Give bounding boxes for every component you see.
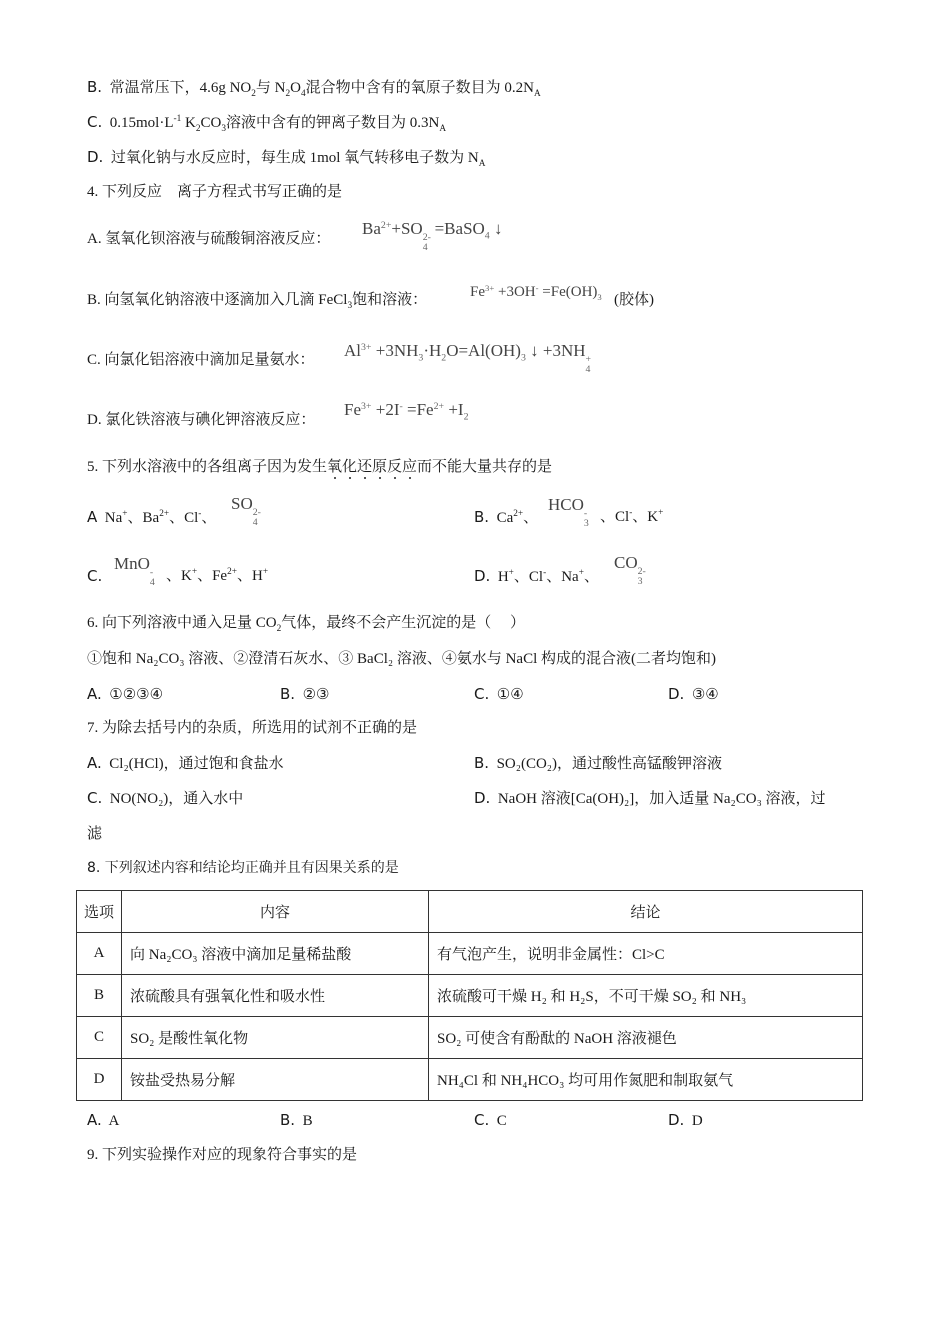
option-label: C. (87, 352, 101, 368)
header-cell-option: 选项 (77, 891, 122, 933)
table-header-row (77, 891, 863, 933)
option-text: 溶液中含有的钾离子数目为 0.3N (226, 115, 440, 131)
option-text: SO₂(CO₂)，通过酸性高锰酸钾溶液 (496, 756, 723, 772)
q5-option-c (87, 566, 102, 587)
option-text: 过氧化钠与水反应时，每生成 1mol 氧气转移电子数为 N (110, 150, 479, 166)
stem-emphasis: 氧化还原反应 (327, 459, 418, 475)
q8-option-b (280, 1110, 313, 1131)
header-cell-content: 内容 (122, 891, 429, 933)
stem-text: 5. 下列水溶液中的各组离子因为发生 (87, 459, 328, 475)
q5-option-c-formula: MnO - 4 (114, 554, 155, 589)
q5-option-b-rest: 、Cl-、K+ (600, 508, 664, 525)
q7-option-b (474, 753, 722, 774)
option-text: 氯化铁溶液与碘化钾溶液反应： (105, 412, 316, 428)
emphasis-dots (327, 477, 417, 483)
q3-option-b (87, 77, 541, 98)
option-text: ①④ (496, 687, 524, 703)
q6-option-c (474, 684, 524, 705)
q5-option-c-rest: 、K+、$Fe^{2+}$、H+ (166, 567, 269, 584)
q4-option-d-formula: $Fe^{3+} +2I^- =Fe^{2+} +I_2$ (344, 399, 469, 423)
option-label: C. (474, 685, 490, 703)
subscript: 2 (251, 89, 256, 99)
subscript: 2 (195, 124, 201, 134)
option-text: K (181, 115, 196, 131)
stem-text: 而不能大量共存的是 (417, 459, 553, 475)
subscript: 4 (300, 89, 306, 99)
q7-option-c (87, 788, 243, 809)
option-text: C (496, 1113, 507, 1129)
option-text: 氢氧化钡溶液与硫酸铜溶液反应： (105, 231, 331, 247)
q5-option-a: A Na+、$Ba^{2+}$、Cl-、 (87, 508, 217, 526)
q5-option-b-formula: HCO - 3 (548, 495, 589, 530)
cell-option: B (77, 975, 122, 1017)
option-label: D. (474, 567, 491, 585)
table-row (77, 1017, 863, 1059)
option-label: D. (668, 685, 685, 703)
option-text: B (302, 1113, 313, 1129)
option-label: B. (474, 754, 490, 772)
option-label: A. (87, 685, 102, 703)
cell-content: 浓硫酸具有强氧化性和吸水性 (122, 975, 429, 1017)
q7-stem: 7. 为除去括号内的杂质，所选用的试剂不正确的是 (87, 720, 418, 736)
q3-option-d (87, 147, 485, 168)
cell-conclusion: NH₄Cl 和 NH₄HCO₃ 均可用作氮肥和制取氨气 (429, 1059, 863, 1101)
option-text: A (108, 1113, 120, 1129)
q5-option-b: B. $Ca^{2+}$、 (474, 508, 539, 526)
q7-option-d-wrap: 滤 (87, 826, 103, 842)
table-row (77, 933, 863, 975)
q6-stem (87, 613, 525, 633)
header-cell-conclusion: 结论 (429, 891, 863, 933)
q5-option-d-formula: CO 2- 3 (614, 553, 646, 588)
cell-content: SO₂ 是酸性氧化物 (122, 1017, 429, 1059)
q6-option-d (668, 684, 719, 705)
cell-conclusion: SO₂ 可使含有酚酞的 NaOH 溶液褪色 (429, 1017, 863, 1059)
option-text: CO (200, 115, 222, 131)
q7-option-a (87, 753, 284, 774)
q7-option-d (474, 788, 826, 809)
q5-option-a-formula: SO 2- 4 (231, 494, 261, 529)
q8-option-d (668, 1110, 703, 1131)
option-label: A. (87, 231, 102, 247)
subscript: A (533, 89, 541, 99)
emphasized-text (327, 459, 417, 475)
cell-conclusion: 浓硫酸可干燥 H₂ 和 H₂S，不可干燥 SO₂ 和 NH₃ (429, 975, 863, 1017)
table-row (77, 1059, 863, 1101)
option-label: D. (474, 789, 491, 807)
subscript: A (478, 159, 486, 169)
q4-option-b (87, 290, 427, 310)
option-text: ①②③④ (109, 687, 164, 703)
option-label: B. (474, 508, 490, 526)
option-text: 向氢氧化钠溶液中逐滴加入几滴 FeCl (104, 292, 348, 308)
q4-option-a (87, 229, 330, 249)
q4-option-c (87, 350, 315, 370)
option-label: C. (474, 1111, 490, 1129)
q3-option-c (87, 112, 446, 133)
option-label: C. (87, 789, 103, 807)
option-text: O (290, 80, 301, 96)
option-text: NO(NO₂)，通入水中 (109, 791, 244, 807)
q8-option-a (87, 1110, 119, 1131)
option-label: B. (87, 292, 101, 308)
subscript: A (439, 124, 447, 134)
q6-option-a (87, 684, 163, 705)
option-label: D. (668, 1111, 685, 1129)
q9-stem: 9. 下列实验操作对应的现象符合事实的是 (87, 1147, 358, 1163)
cell-content: 铵盐受热易分解 (122, 1059, 429, 1101)
option-text: 向氯化铝溶液中滴加足量氨水： (104, 352, 315, 368)
option-label: C. (87, 567, 103, 585)
cell-option: A (77, 933, 122, 975)
option-text: 混合物中含有的氧原子数目为 0.2N (305, 80, 534, 96)
subscript: 2 (285, 89, 291, 99)
q4-option-b-suffix: (胶体) (614, 292, 654, 308)
option-label: B. (87, 78, 103, 96)
cell-conclusion: 有气泡产生，说明非金属性：Cl>C (429, 933, 863, 975)
stem-text: 6. 向下列溶液中通入足量 CO (87, 615, 277, 631)
q5-stem (87, 457, 552, 477)
stem-text: 气体，最终不会产生沉淀的是（ ） (281, 615, 526, 631)
cell-option: C (77, 1017, 122, 1059)
q4-option-b-formula: $Fe^{3+} +3OH^- =Fe(OH)_3$ (470, 283, 602, 303)
option-label: B. (280, 685, 296, 703)
option-label: C. (87, 113, 103, 131)
option-text: D (691, 1113, 703, 1129)
subscript: 3 (347, 301, 353, 311)
table-row (77, 975, 863, 1017)
q6-items: ①饱和 Na₂CO₃ 溶液、②澄清石灰水、③ BaCl₂ 溶液、④氨水与 NaCl 构成的混合液(二者均饱和) (87, 651, 717, 667)
option-label: A. (87, 1111, 102, 1129)
cell-content: 向 Na₂CO₃ 溶液中滴加足量稀盐酸 (122, 933, 429, 975)
cell-option: D (77, 1059, 122, 1101)
superscript: -1 (173, 114, 182, 124)
q6-option-b (280, 684, 329, 705)
option-text: NaOH 溶液[Ca(OH)₂]，加入适量 Na₂CO₃ 溶液，过 (497, 791, 826, 807)
subscript: 2 (276, 624, 282, 634)
q8-option-c (474, 1110, 507, 1131)
option-label: D. (87, 412, 102, 428)
q8-table (76, 890, 863, 1101)
overlapped-glyph: $\cdot H_2$ (423, 340, 447, 364)
option-label: D. (87, 148, 104, 166)
option-text: ③④ (691, 687, 719, 703)
option-text: 与 N (255, 80, 286, 96)
option-label: A (87, 508, 98, 526)
q5-option-d: D. H+、Cl-、Na+、 (474, 567, 599, 585)
subscript: 3 (221, 124, 226, 134)
option-text: 饱和溶液： (352, 292, 428, 308)
q4-option-d (87, 410, 315, 430)
q4-option-a-formula: $Ba^{2+}+SO$ 2- 4 =BaSO$_4$ ↓ (362, 218, 503, 254)
q8-stem: 8. 下列叙述内容和结论均正确并且有因果关系的是 (87, 860, 399, 876)
option-text: Cl₂(HCl)，通过饱和食盐水 (109, 756, 284, 772)
q4-option-c-formula: $Al^{3+} +3NH_3\cdot H_2O=Al(OH)_3$ ↓ +3NH + 4 (344, 340, 592, 376)
option-text: ②③ (302, 687, 330, 703)
option-label: A. (87, 754, 102, 772)
option-text: 0.15mol·L (109, 115, 174, 131)
q4-stem: 4. 下列反应 离子方程式书写正确的是 (87, 184, 343, 200)
option-label: B. (280, 1111, 296, 1129)
option-text: 常温常压下，4.6g NO (109, 80, 252, 96)
